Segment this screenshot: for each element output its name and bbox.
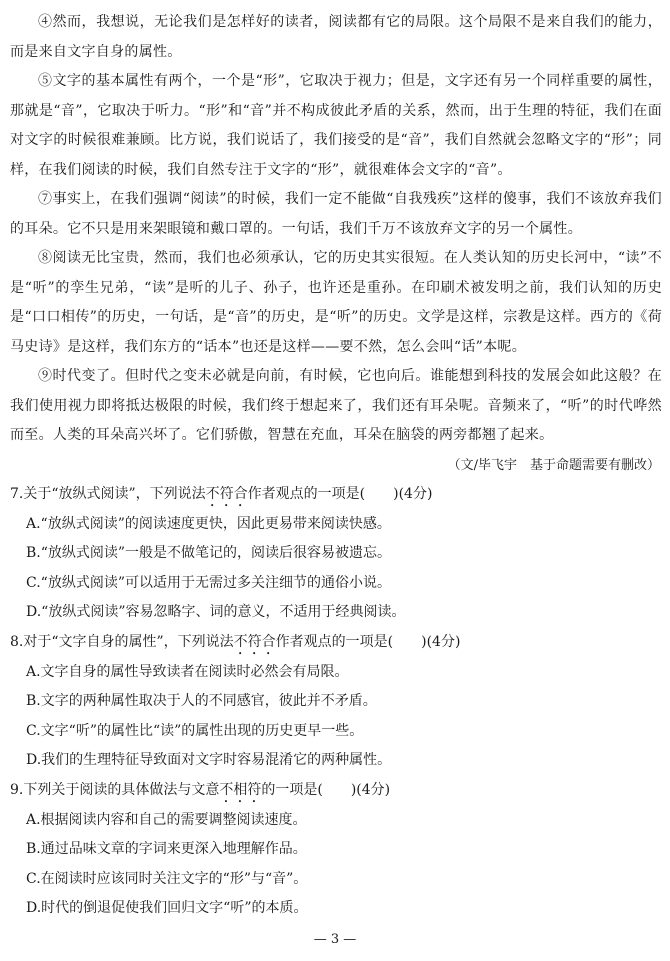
question-7 [10,480,662,628]
option-a: A.文字自身的属性导致读者在阅读时必然会有局限。 [26,663,349,680]
option-a: A.根据阅读内容和自己的需要调整阅读速度。 [26,811,307,828]
option-d: D.“放纵式阅读”容易忽略字、词的意义，不适用于经典阅读。 [26,604,406,620]
question-9 [10,776,662,924]
question-8 [10,628,662,776]
stem-text: 作者观点的一项是( )(4分) [275,633,461,650]
stem-emphasis: 不相符 [219,781,262,798]
option-b: B.文字的两种属性取决于人的不同感官，彼此并不矛盾。 [26,693,377,709]
paragraph-8: ⑧阅读无比宝贵，然而，我们也必须承认，它的历史其实很短。在人类认知的历史长河中，“读”不是“听”的孪生兄弟，“读”是听的儿子、孙子，也许还是重孙。在印刷术被发明之前，我们认知的历史是“口口相传”的历史，一句话，是“音”的历史，是“听”的历史。文学是这样，宗教是这样。西方的《荷马史诗》是这样，我们东方的“话本”也还是这样——要不然，怎么会叫“话”本呢。 [10,250,662,355]
question-stem [10,628,662,658]
option-d: D.时代的倒退促使我们回归文字“听”的本质。 [26,900,308,916]
option-c: C.在阅读时应该同时关注文字的“形”与“音”。 [26,870,308,887]
paragraph-4: ④然而，我想说，无论我们是怎样好的读者，阅读都有它的局限。这个局限不是来自我们的能力，而是来自文字自身的属性。 [10,14,662,60]
option-c: C.文字“听”的属性比“读”的属性出现的历史更早一些。 [26,722,364,739]
option-b: B.通过品味文章的字词来更深入地理解作品。 [26,841,307,857]
question-stem [10,480,662,510]
stem-text: 7.关于“放纵式阅读”，下列说法 [10,485,206,502]
source-attribution: （文/毕飞宇 基于命题需要有删改） [447,457,660,473]
paragraph-9: ⑨时代变了。但时代之变未必就是向前，有时候，它也向后。谁能想到科技的发展会如此这般？在我们使用视力即将抵达极限的时候，我们终于想起来了，我们还有耳朵呢。音频来了，“听”的时代哗然而至。人类的耳朵高兴坏了。它们骄傲，智慧在充血，耳朵在脑袋的两旁都翘了起来。 [10,368,662,443]
option-d: D.我们的生理特征导致面对文字时容易混淆它的两种属性。 [26,752,392,768]
option-b: B.“放纵式阅读”一般是不做笔记的，阅读后很容易被遗忘。 [26,545,392,561]
option-a: A.“放纵式阅读”的阅读速度更快，因此更易带来阅读快感。 [26,515,391,532]
stem-text: 8.对于“文字自身的属性”，下列说法 [10,633,234,650]
question-stem [10,776,662,806]
stem-text: 的一项是( )(4分) [261,781,391,798]
stem-emphasis: 不符合 [233,633,276,650]
paragraph-5: ⑤文字的基本属性有两个，一个是“形”，它取决于视力；但是，文字还有另一个同样重要的属性，那就是“音”，它取决于听力。“形”和“音”并不构成彼此矛盾的关系，然而，出于生理的特征，我们在面对文字的时候很难兼顾。比方说，我们说话了，我们接受的是“音”，我们自然就会忽略文字的“形”；同样，在我们阅读的时候，我们自然专注于文字的“形”，就很难体会文字的“音”。 [10,73,662,178]
passage [10,8,662,480]
paragraph-7: ⑦事实上，在我们强调“阅读”的时候，我们一定不能做“自我残疾”这样的傻事，我们不该放弃我们的耳朵。它不只是用来架眼镜和戴口罩的。一句话，我们千万不该放弃文字的另一个属性。 [10,191,662,237]
option-c: C.“放纵式阅读”可以适用于无需过多关注细节的通俗小说。 [26,574,391,591]
stem-emphasis: 不符合 [205,485,248,502]
page-number: — 3 — [313,932,357,947]
stem-text: 9.下列关于阅读的具体做法与文意 [10,781,220,798]
stem-text: 作者观点的一项是( )(4分) [247,485,433,502]
